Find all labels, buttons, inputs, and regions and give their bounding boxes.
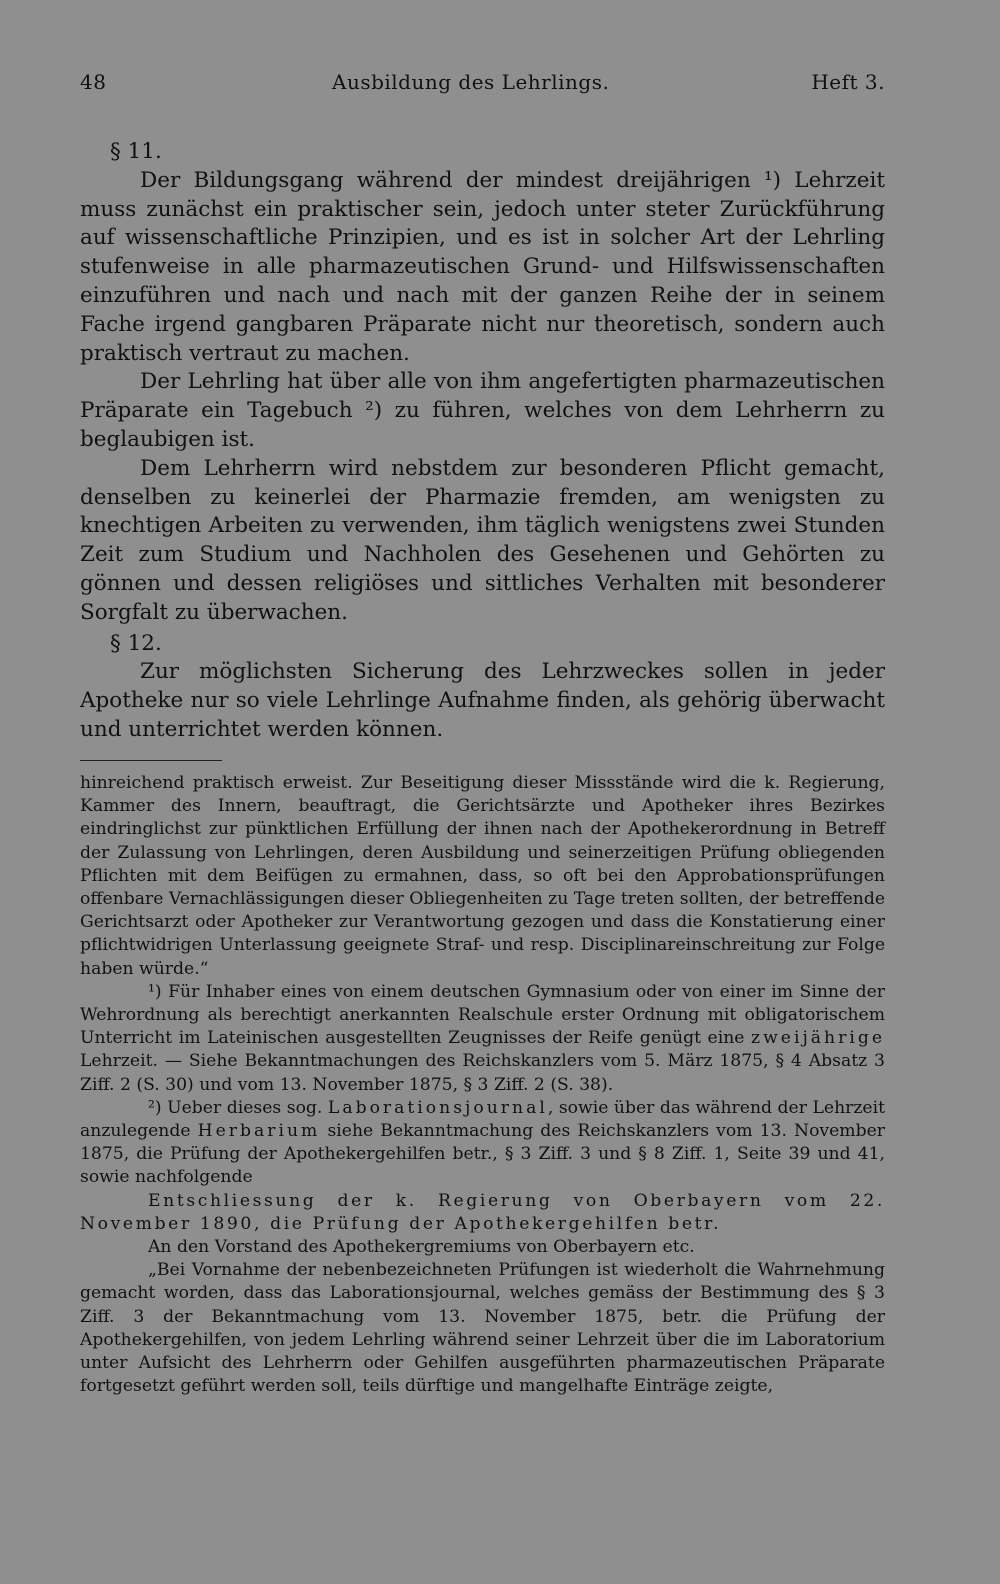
footnote-2-emphasis-1: Laborationsjournal <box>327 1097 548 1118</box>
section-12-paragraph-1: Zur möglichsten Sicherung des Lehrzweckes sollen in jeder Apotheke nur so viele Lehrlinge Aufnahme finden, als gehörig überwacht und unterrichtet werden können. <box>80 659 885 742</box>
page-number: 48 <box>80 70 107 94</box>
footnote-1-text-b: Lehrzeit. — Siehe Bekanntmachungen des Reichskanzlers vom 5. März 1875, § 4 Absatz 3 Ziff. 2 (S. 30) und vom 13. November 1875, § 3 Ziff. 2 (S. 38). <box>80 1051 885 1095</box>
footnotes <box>80 772 885 1398</box>
footnote-2-text-c: siehe Bekanntmachung des Reichskanzlers vom 13. November 1875, die Prüfung der Apothekergehilfen betr., § 3 Ziff. 3 und § 8 Ziff. 1, Seite 39 und 41, sowie nachfolgende <box>80 1121 885 1188</box>
footnote-2 <box>80 1097 885 1190</box>
issue-label: Heft 3. <box>811 70 885 94</box>
footnote-continuation: hinreichend praktisch erweist. Zur Beseitigung dieser Missstände wird die k. Regierung, Kammer des Innern, beauftragt, die Gerichtsärzte und Apotheker ihres Bezirkes eindringlichst zur pünktlichen Erfüllung der ihnen nach der Apothekerordnung in Betreff der Zulassung von Lehrlingen, deren Ausbildung und seinerzeitigen Prüfung obliegenden Pflichten mit dem Beifügen zu ermahnen, dass, so oft bei den Approbationsprüfungen offenbare Vernachlässigungen dieser Obliegenheiten zu Tage treten sollten, der betreffende Gerichtsarzt oder Apotheker zur Verantwortung gezogen und dass die Konstatierung einer pflichtwidrigen Unterlassung geeignete Straf- und resp. Disciplinareinschreitung zur Folge haben würde.“ <box>80 773 885 979</box>
footnote-2-text-a: ²) Ueber dieses sog. <box>148 1097 328 1118</box>
quoted-decree: „Bei Vornahme der nebenbezeichneten Prüfungen ist wiederholt die Wahrnehmung gemacht worden, dass das Laborationsjournal, welches gemäss der Bestimmung des § 3 Ziff. 3 der Bekanntmachung vom 13. November 1875, betr. die Prüfung der Apothekergehilfen, von jedem Lehrling während seiner Lehrzeit über die im Laboratorium unter Aufsicht des Lehrherrn oder Gehilfen ausgeführten pharmazeutischen Präparate fortgesetzt geführt werden soll, teils dürftige und mangelhafte Einträge zeigte, <box>80 1260 885 1397</box>
footnote-2-emphasis-2: Herbarium <box>197 1121 321 1142</box>
section-12-heading: § 12. <box>110 630 162 656</box>
footnote-2-text-b: , sowie über das während der Lehrzeit anzulegende <box>80 1097 885 1142</box>
running-title: Ausbildung des Lehrlings. <box>332 70 610 94</box>
section-11-paragraph-1: Der Bildungsgang während der mindest dreijährigen ¹) Lehrzeit muss zunächst ein praktischer sein, jedoch unter steter Zurückführung auf wissenschaftliche Prinzipien, und es ist in solcher Art der Lehrling stufenweise in alle pharmazeutischen Grund- und Hilfswissenschaften einzuführen und nach und nach mit der ganzen Reihe der in seinem Fache irgend gangbaren Präparate nicht nur theoretisch, sondern auch praktisch vertraut zu machen. <box>80 167 885 366</box>
footnote-1 <box>80 981 885 1097</box>
footnote-1-text-a: ¹) Für Inhaber eines von einem deutschen Gymnasium oder von einer im Sinne der Wehrordnung als berechtigt anerkannten Realschule erster Ordnung mit obligatorischem Unterricht im Lateinischen ausgestellten Zeugnisses der Reife genügt eine <box>80 981 885 1049</box>
footnote-1-emphasis: zweijährige <box>751 1028 885 1049</box>
section-11-paragraph-3: Dem Lehrherrn wird nebstdem zur besonderen Pflicht gemacht, denselben zu keinerlei der Pharmazie fremden, am wenigsten zu knechtigen Arbeiten zu verwenden, ihm täglich wenigstens zwei Stunden Zeit zum Studium und Nachholen des Gesehenen und Gehörten zu gönnen und dessen religiöses und sittliches Verhalten mit besonderer Sorgfalt zu überwachen. <box>80 455 885 625</box>
address-line: An den Vorstand des Apothekergremiums von Oberbayern etc. <box>148 1237 695 1258</box>
footnote-separator <box>80 760 222 761</box>
main-text <box>80 138 885 745</box>
section-11-heading: § 11. <box>110 139 162 164</box>
entschliessung-heading: Entschliessung der k. Regierung von Oberbayern vom 22. November 1890, die Prüfung der Apothekergehilfen betr. <box>80 1190 885 1234</box>
section-11-paragraph-2: Der Lehrling hat über alle von ihm angefertigten pharmazeutischen Präparate ein Tagebuch ²) zu führen, welches von dem Lehrherrn zu beglaubigen ist. <box>80 369 885 452</box>
